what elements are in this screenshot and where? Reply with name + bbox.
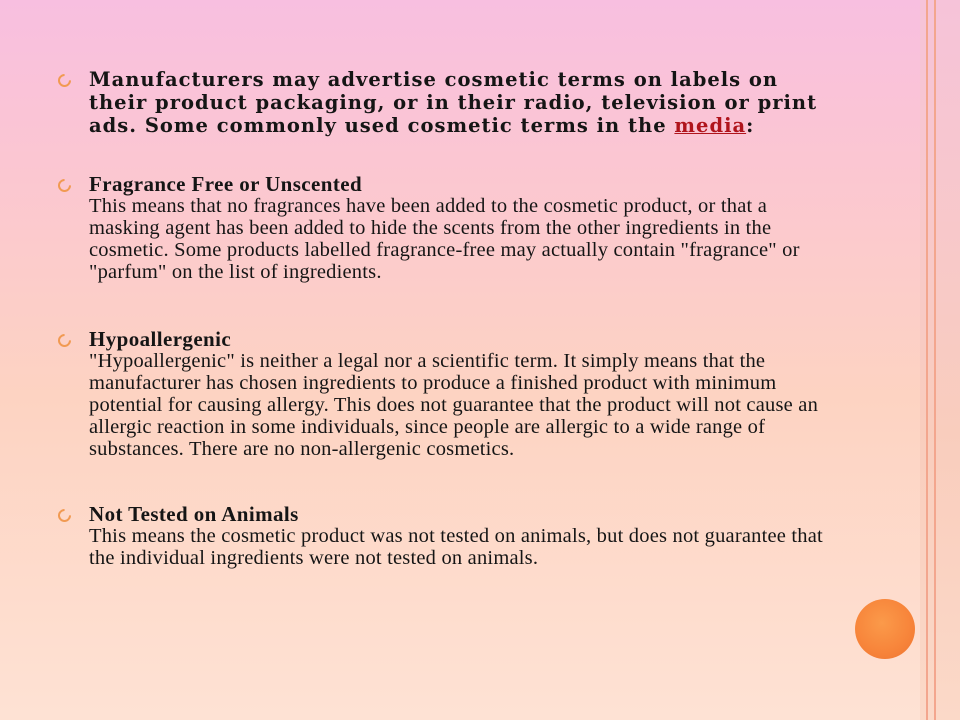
bullet-icon [55, 176, 73, 194]
intro-paragraph [58, 68, 828, 137]
bullet-icon [55, 71, 73, 89]
bullet-icon [55, 506, 73, 524]
term-not-tested-on-animals [58, 503, 828, 569]
slide-content [58, 68, 828, 569]
term-description: This means the cosmetic product was not tested on animals, but does not guarantee that the individual ingredients were not tested on animals. [89, 525, 823, 569]
term-title: Not Tested on Animals [89, 502, 299, 526]
right-stripe-inner [934, 0, 936, 720]
orange-circle-decoration [855, 599, 915, 659]
media-link[interactable]: media [674, 114, 747, 137]
intro-text: Manufacturers may advertise cosmetic terms on labels on their product packaging, or in their radio, television or print ads. Some commonly used cosmetic terms in the [89, 68, 818, 137]
right-stripe-outer [926, 0, 928, 720]
term-title: Fragrance Free or Unscented [89, 172, 363, 196]
term-hypoallergenic [58, 328, 828, 460]
term-title: Hypoallergenic [89, 327, 232, 351]
term-description: This means that no fragrances have been added to the cosmetic product, or that a masking agent has been added to hide the scents from the other ingredients in the cosmetic. Some products labelled fragrance-free may actually contain "fragrance" or "parfum" on the list of ingredients. [89, 195, 800, 283]
term-description: "Hypoallergenic" is neither a legal nor a scientific term. It simply means that the manufacturer has chosen ingredients to produce a finished product with minimum potential for causing allergy. This does not guarantee that the product will not cause an allergic reaction in some individuals, since people are allergic to a wide range of substances. There are no non-allergenic cosmetics. [89, 350, 819, 460]
intro-colon: : [746, 114, 755, 137]
bullet-icon [55, 331, 73, 349]
term-fragrance-free [58, 173, 828, 283]
